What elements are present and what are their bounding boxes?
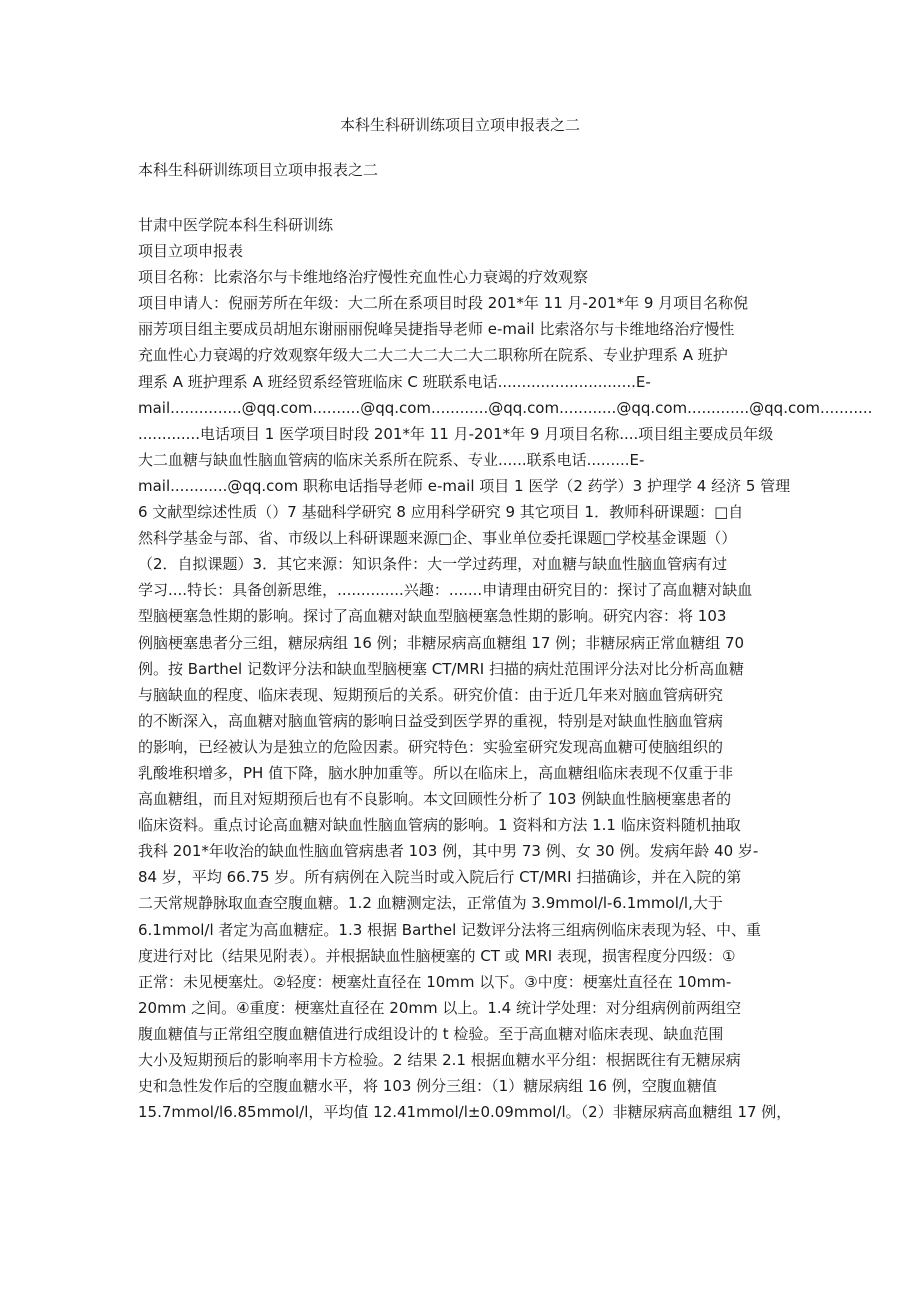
body-text-line: 学习....特长：具备创新思维，..............兴趣：.......申请理由研究目的：探讨了高血糖对缺血 <box>138 581 753 600</box>
body-text-line: 正常：未见梗塞灶。②轻度：梗塞灶直径在 10mm 以下。③中度：梗塞灶直径在 10mm- <box>138 972 732 991</box>
body-text-line: 项目申请人：倪丽芳所在年级：大二所在系项目时段 201*年 11 月-201*年 9 月项目名称倪 <box>138 294 749 313</box>
body-text-line: 高血糖组，而且对短期预后也有不良影响。本文回顾性分析了 103 例缺血性脑梗塞患者的 <box>138 790 732 809</box>
body-text-line: 20mm 之间。④重度：梗塞灶直径在 20mm 以上。1.4 统计学处理：对分组病例前两组空 <box>138 998 741 1017</box>
body-text-line: 乳酸堆积增多，PH 值下降，脑水肿加重等。所以在临床上，高血糖组临床表现不仅重于非 <box>138 763 734 782</box>
body-text-line: 84 岁，平均 66.75 岁。所有病例在入院当时或入院后行 CT/MRI 扫描确诊，并在入院的第 <box>138 868 742 887</box>
body-text-line: 然科学基金与部、省、市级以上科研课题来源□企、事业单位委托课题□学校基金课题（） <box>138 529 737 548</box>
document-subtitle: 本科生科研训练项目立项申报表之二 <box>138 161 379 179</box>
body-text-line: 项目立项申报表 <box>138 242 244 261</box>
body-text-line: 6 文献型综述性质（）7 基础科学研究 8 应用科学研究 9 其它项目 1．教师科研课题：□自 <box>138 503 744 522</box>
body-text-line: 临床资料。重点讨论高血糖对缺血性脑血管病的影响。1 资料和方法 1.1 临床资料随机抽取 <box>138 816 741 835</box>
body-text-line: 例脑梗塞患者分三组，糖尿病组 16 例；非糖尿病高血糖组 17 例；非糖尿病正常血糖组 70 <box>138 633 745 652</box>
body-text-line: 腹血糖值与正常组空腹血糖值进行成组设计的 t 检验。至于高血糖对临床表现、缺血范围 <box>138 1024 724 1043</box>
body-text-line: 理系 A 班护理系 A 班经贸系经管班临床 C 班联系电话.............................E- <box>138 372 651 391</box>
body-text-line: 史和急性发作后的空腹血糖水平，将 103 例分三组：（1）糖尿病组 16 例，空腹血糖值 <box>138 1077 717 1096</box>
document-body <box>138 212 873 1125</box>
body-text-line: 甘肃中医学院本科生科研训练 <box>138 216 334 234</box>
body-text-line: 大二血糖与缺血性脑血管病的临床关系所在院系、专业......联系电话.........E- <box>138 450 645 469</box>
body-text-line: 的影响，已经被认为是独立的危险因素。研究特色：实验室研究发现高血糖可使脑组织的 <box>138 737 724 756</box>
body-text-line: mail............@qq.com 职称电话指导老师 e-mail 项目 1 医学（2 药学）3 护理学 4 经济 5 管理 <box>138 476 791 495</box>
body-text-line: 与脑缺血的程度、临床表现、短期预后的关系。研究价值：由于近几年来对脑血管病研究 <box>138 685 724 704</box>
body-text-line: 二天常规静脉取血查空腹血糖。1.2 血糖测定法，正常值为 3.9mmol/l-6.1mmol/l,大于 <box>138 894 723 913</box>
body-text-line: （2．自拟课题）3．其它来源：知识条件：大一学过药理，对血糖与缺血性脑血管病有过 <box>138 555 728 574</box>
body-text-line: 度进行对比（结果见附表）。并根据缺血性脑梗塞的 CT 或 MRI 表现，损害程度分四级：① <box>138 946 736 965</box>
body-text-line: 我科 201*年收治的缺血性脑血管病患者 103 例，其中男 73 例、女 30 例。发病年龄 40 岁- <box>138 842 759 861</box>
body-text-line: 的不断深入，高血糖对脑血管病的影响日益受到医学界的重视，特别是对缺血性脑血管病 <box>138 711 724 730</box>
body-text-line: 充血性心力衰竭的疗效观察年级大二大二大二大二大二职称所在院系、专业护理系 A 班护 <box>138 346 728 365</box>
body-text-line: 6.1mmol/l 者定为高血糖症。1.3 根据 Barthel 记数评分法将三组病例临床表现为轻、中、重 <box>138 920 762 939</box>
body-text-line: 15.7mmol/l6.85mmol/l，平均值 12.41mmol/l±0.09mmol/l。（2）非糖尿病高血糖组 17 例， <box>138 1103 792 1122</box>
document-title: 本科生科研训练项目立项申报表之二 <box>339 116 580 134</box>
body-text-line: 大小及短期预后的影响率用卡方检验。2 结果 2.1 根据血糖水平分组：根据既往有无糖尿病 <box>138 1051 741 1069</box>
body-text-line: 型脑梗塞急性期的影响。探讨了高血糖对缺血型脑梗塞急性期的影响。研究内容：将 103 <box>138 607 727 626</box>
body-text-line: 例。按 Barthel 记数评分法和缺血型脑梗塞 CT/MRI 扫描的病灶范围评分法对比分析高血糖 <box>138 659 744 678</box>
body-text-line: 丽芳项目组主要成员胡旭东谢丽丽倪峰吴捷指导老师 e-mail 比索洛尔与卡维地络治疗慢性 <box>138 320 735 339</box>
body-text-line: mail...............@qq.com..........@qq.com............@qq.com............@qq.com.............@qq.com........... <box>138 398 873 417</box>
body-text-line: 项目名称：比索洛尔与卡维地络治疗慢性充血性心力衰竭的疗效观察 <box>138 268 589 287</box>
body-text-line: .............电话项目 1 医学项目时段 201*年 11 月-201*年 9 月项目名称....项目组主要成员年级 <box>138 424 774 443</box>
